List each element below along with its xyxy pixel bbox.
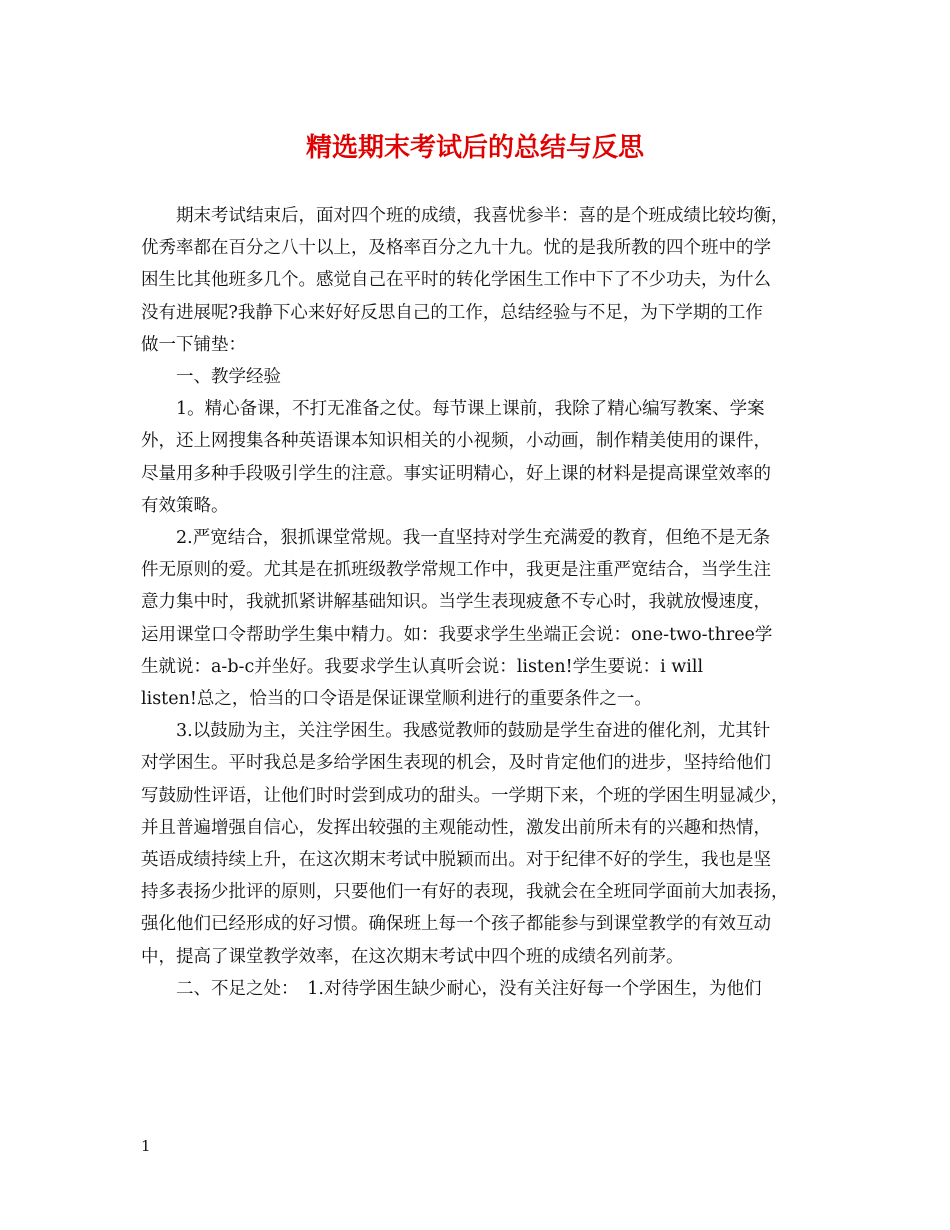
text-line: 中，提高了课堂教学效率，在这次期末考试中四个班的成绩名列前茅。 [141, 946, 684, 967]
text-line: 没有进展呢?我静下心来好好反思自己的工作，总结经验与不足，为下学期的工作 [141, 302, 763, 323]
text-line: 3.以鼓励为主，关注学困生。我感觉教师的鼓励是学生奋进的催化剂，尤其针 [176, 721, 771, 742]
text-line: 1。精心备课，不打无准备之仗。每节课上课前，我除了精心编写教案、学案 [176, 399, 765, 420]
text-line: 二、不足之处： 1.对待学困生缺少耐心，没有关注好每一个学困生，为他们 [176, 978, 762, 999]
text-line: 并且普遍增强自信心，发挥出较强的主观能动性，激发出前所未有的兴趣和热情， [141, 817, 771, 838]
text-line: 件无原则的爱。尤其是在抓班级教学常规工作中，我更是注重严宽结合，当学生注 [141, 560, 771, 581]
text-line: 意力集中时，我就抓紧讲解基础知识。当学生表现疲惫不专心时，我就放慢速度， [141, 592, 771, 613]
page-number: 1 [141, 1137, 151, 1155]
text-line: 运用课堂口令帮助学生集中精力。如：我要求学生坐端正会说：one-two-three学 [141, 624, 773, 645]
paragraph-point-2 [141, 522, 813, 715]
paragraph-point-3 [141, 715, 813, 973]
text-line: 写鼓励性评语，让他们时时尝到成功的甜头。一学期下来，个班的学困生明显减少， [141, 785, 789, 806]
text-line: 尽量用多种手段吸引学生的注意。事实证明精心，好上课的材料是提高课堂效率的 [141, 463, 771, 484]
text-line: 困生比其他班多几个。感觉自己在平时的转化学困生工作中下了不少功夫，为什么 [141, 270, 771, 291]
text-line: 英语成绩持续上升，在这次期末考试中脱颖而出。对于纪律不好的学生，我也是坚 [141, 850, 771, 871]
text-line: 优秀率都在百分之八十以上，及格率百分之九十九。忧的是我所教的四个班中的学 [141, 238, 771, 259]
paragraph-point-1 [141, 393, 813, 522]
section-heading-experience [141, 361, 813, 393]
text-line: 对学困生。平时我总是多给学困生表现的机会，及时肯定他们的进步，坚持给他们 [141, 753, 771, 774]
text-line: 一、教学经验 [176, 367, 281, 388]
text-line: 强化他们已经形成的好习惯。确保班上每一个孩子都能参与到课堂教学的有效互动 [141, 914, 771, 935]
document-body [141, 200, 813, 1005]
text-line: 持多表扬少批评的原则，只要他们一有好的表现，我就会在全班同学面前大加表扬， [141, 882, 789, 903]
text-line: 期末考试结束后，面对四个班的成绩，我喜忧参半：喜的是个班成绩比较均衡， [176, 206, 789, 226]
text-line: 生就说：a-b-c并坐好。我要求学生认真听会说：listen!学生要说：i will [141, 656, 704, 677]
paragraph-intro [141, 200, 813, 361]
document-title: 精选期末考试后的总结与反思 [305, 133, 644, 163]
text-line: 2.严宽结合，狠抓课堂常规。我一直坚持对学生充满爱的教育，但绝不是无条 [176, 528, 771, 549]
text-line: 做一下铺垫： [141, 334, 246, 355]
text-line: 外，还上网搜集各种英语课本知识相关的小视频，小动画，制作精美使用的课件， [141, 431, 771, 452]
text-line: 有效策略。 [141, 495, 229, 516]
text-line: listen!总之，恰当的口令语是保证课堂顺利进行的重要条件之一。 [141, 689, 652, 710]
section-heading-shortcomings [141, 973, 813, 1005]
